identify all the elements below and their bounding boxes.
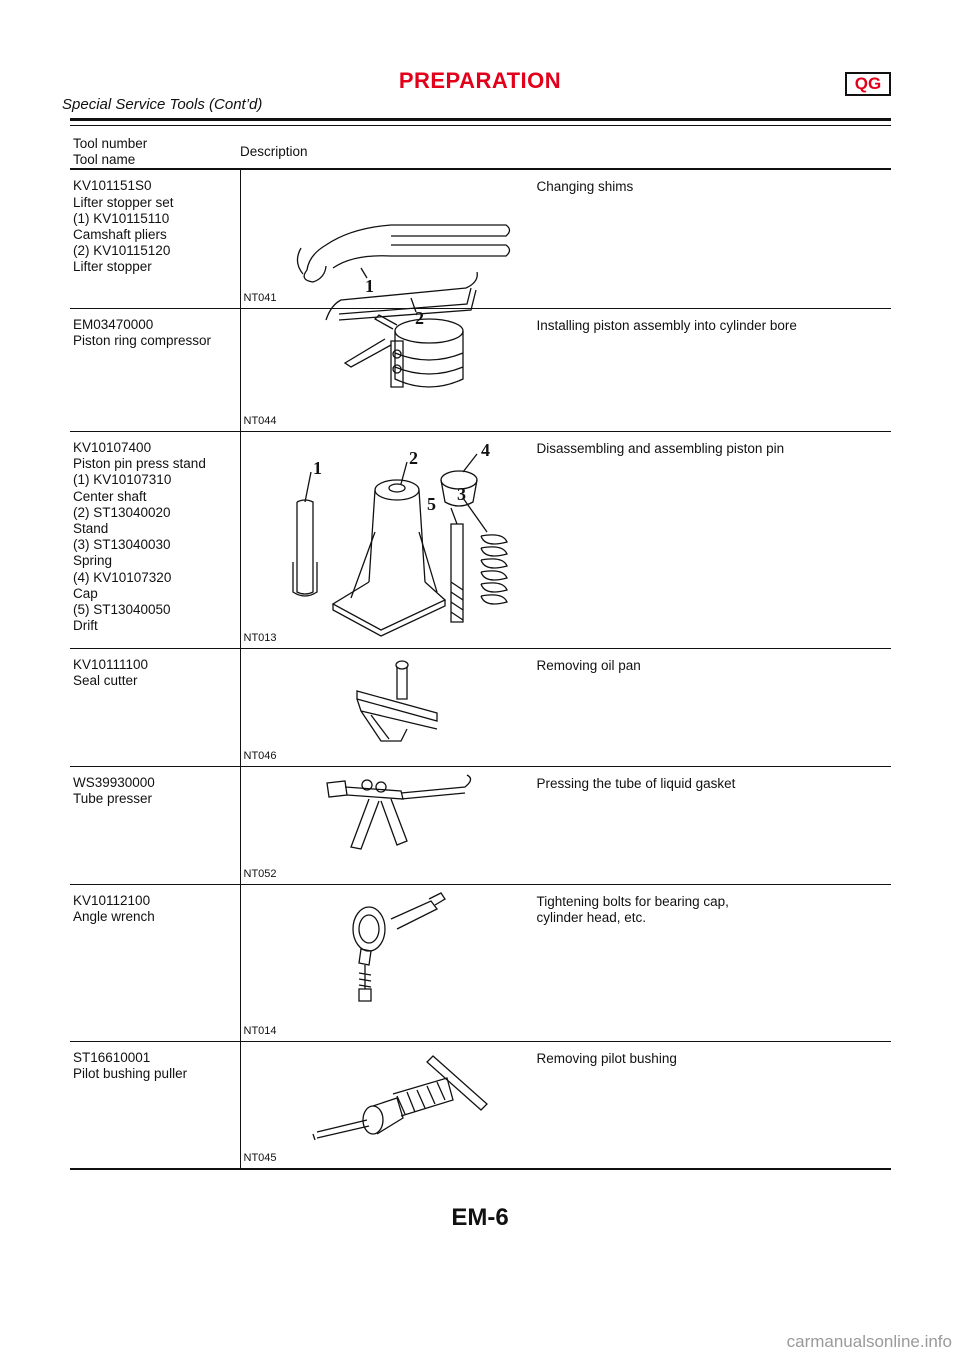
table-row: [70, 169, 891, 308]
header-tool-number: Tool number: [73, 136, 148, 151]
tool-line: Seal cutter: [73, 673, 138, 689]
tool-line: Spring: [73, 553, 113, 569]
tool-line: Drift: [73, 618, 98, 634]
tool-line: KV10111100: [73, 656, 149, 672]
figure-ref: NT044: [243, 414, 277, 427]
figure-ref: NT014: [243, 1024, 277, 1037]
tool-line: (1) KV10115110: [73, 210, 170, 226]
tool-line: KV101151S0: [73, 178, 152, 194]
header-description: Description: [240, 144, 308, 159]
tool-line: (4) KV10107320: [73, 569, 172, 585]
description-cell: Removing oil pan: [537, 648, 892, 766]
figure-cell: [240, 431, 537, 648]
page-title: PREPARATION: [398, 68, 562, 93]
tool-line: (5) ST13040050: [73, 601, 171, 617]
figure-ref: NT052: [243, 867, 277, 880]
tool-line: Center shaft: [73, 488, 147, 504]
callout-2: 2: [408, 447, 418, 468]
header-rule-thin: [70, 125, 891, 126]
table-header-row: [70, 130, 891, 169]
pilot-bushing-puller-illustration: [241, 1042, 537, 1152]
page-number: EM-6: [451, 1204, 509, 1231]
callout-5: 5: [426, 493, 436, 514]
piston-ring-compressor-illustration: [241, 309, 537, 414]
figure-cell: [240, 1041, 537, 1169]
figure-ref: NT045: [243, 1152, 277, 1165]
callout-4: 4: [480, 439, 490, 460]
description-cell: Disassembling and assembling piston pin: [537, 431, 892, 648]
tool-line: Pilot bushing puller: [73, 1066, 188, 1082]
tool-line: (2) KV10115120: [73, 243, 171, 259]
table-row: [70, 648, 891, 766]
tool-line: ST16610001: [73, 1049, 151, 1065]
figure-cell: [240, 766, 537, 884]
watermark: carmanualsonline.info: [786, 1332, 952, 1351]
page-subtitle: Special Service Tools (Cont’d): [62, 96, 263, 113]
callout-3: 3: [456, 483, 466, 504]
tool-line: (2) ST13040020: [73, 504, 171, 520]
figure-ref: NT046: [243, 749, 277, 762]
tool-line: (3) ST13040030: [73, 537, 171, 553]
tool-line: Cap: [73, 585, 98, 601]
seal-cutter-illustration: [241, 649, 537, 749]
tool-line: KV10107400: [73, 439, 152, 455]
figure-ref: NT041: [243, 291, 277, 304]
figure-cell: [240, 308, 537, 431]
tool-line: (1) KV10107310: [73, 472, 172, 488]
tube-presser-illustration: [241, 767, 537, 867]
description-cell: Removing pilot bushing: [537, 1041, 892, 1169]
table-row: [70, 884, 891, 1041]
angle-wrench-illustration: [241, 885, 537, 1025]
special-service-tools-table: [70, 130, 891, 1170]
tool-line: EM03470000: [73, 316, 154, 332]
description-cell: Tightening bolts for bearing cap, cylinder head, etc.: [537, 884, 892, 1041]
figure-ref: NT013: [243, 631, 277, 644]
table-row: [70, 431, 891, 648]
figure-cell: [240, 169, 537, 329]
tool-line: Angle wrench: [73, 909, 155, 925]
table-row: [70, 1041, 891, 1169]
table-row: [70, 308, 891, 431]
figure-cell: [240, 884, 537, 1041]
tool-line: Piston pin press stand: [73, 456, 206, 472]
tool-line: Piston ring compressor: [73, 333, 212, 349]
header-tool-name: Tool name: [73, 152, 136, 168]
tool-line: KV10112100: [73, 892, 151, 908]
tool-line: Lifter stopper: [73, 259, 152, 275]
figure-cell: [240, 648, 537, 766]
description-cell: Changing shims: [537, 169, 892, 308]
tool-line: Lifter stopper set: [73, 194, 174, 210]
tool-line: Tube presser: [73, 791, 153, 807]
piston-pin-press-stand-illustration: [241, 432, 537, 632]
callout-1: 1: [364, 276, 374, 297]
tool-line: Camshaft pliers: [73, 227, 167, 243]
callout-1: 1: [312, 457, 322, 478]
tool-line: WS39930000: [73, 774, 155, 790]
description-cell: Installing piston assembly into cylinder bore: [537, 308, 892, 431]
table-row: [70, 766, 891, 884]
tool-line: Stand: [73, 520, 109, 536]
engine-code-badge: QG: [845, 72, 891, 96]
header-rule: [70, 118, 891, 121]
description-cell: Pressing the tube of liquid gasket: [537, 766, 892, 884]
callout-2: 2: [414, 308, 424, 329]
